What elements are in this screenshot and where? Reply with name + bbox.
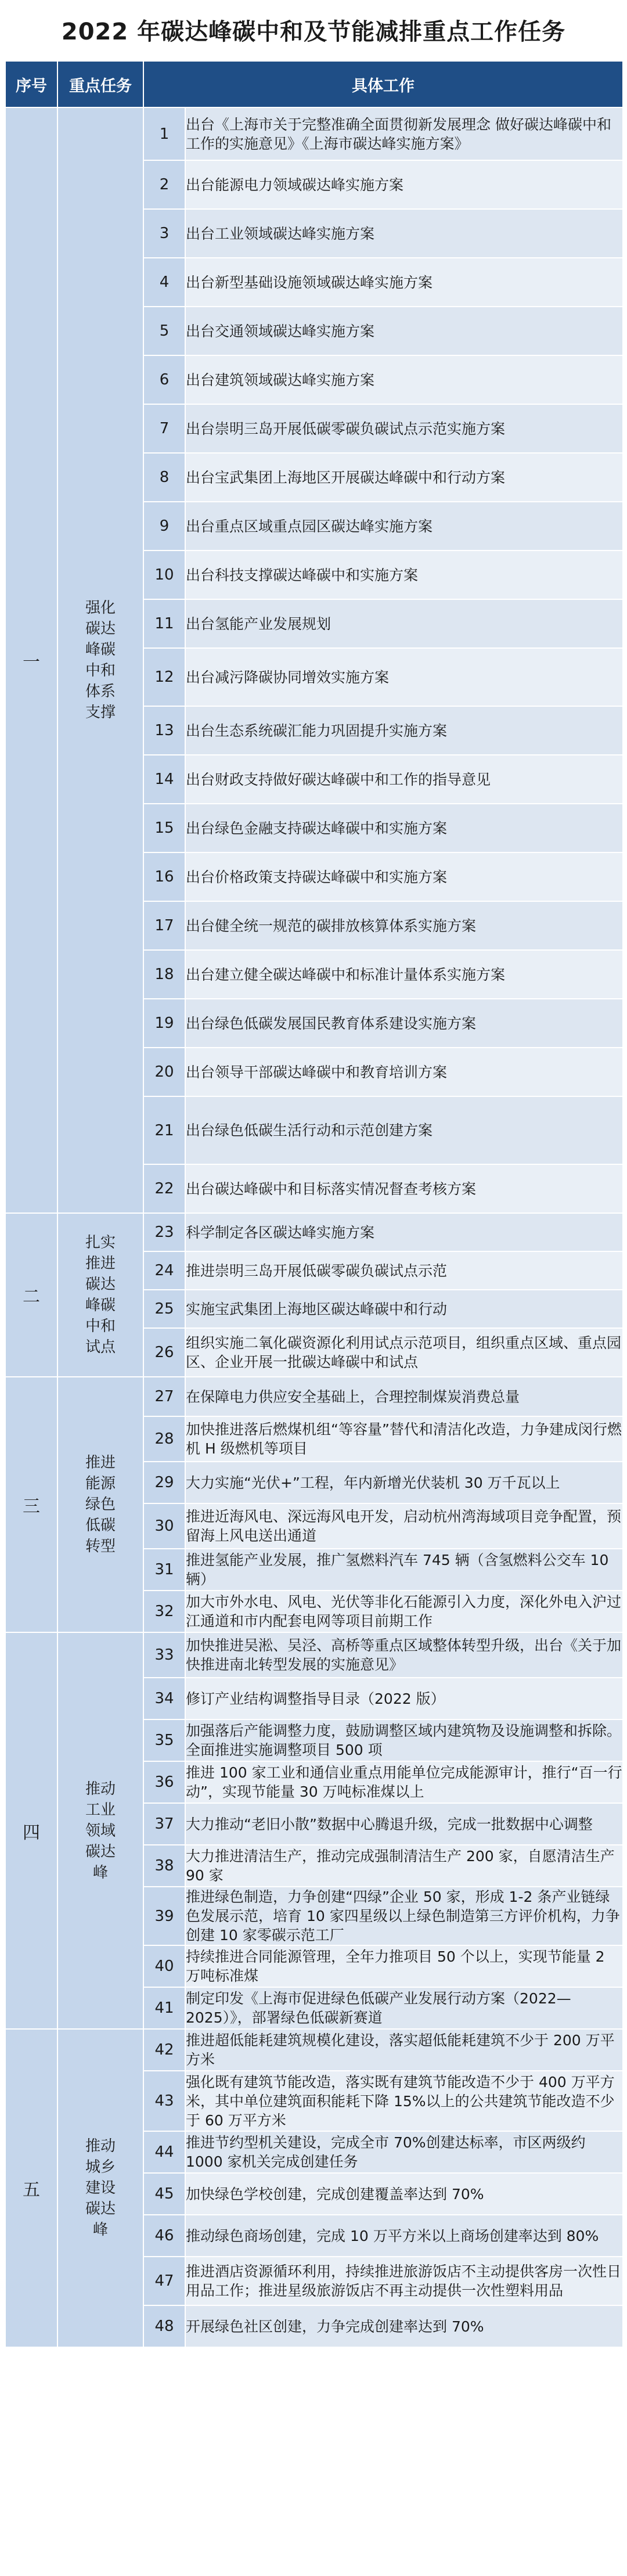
item-content: 推进节约型机关建设，完成全市 70%创建达标率，市区两级约 1000 家机关完成创建任务 (185, 2131, 623, 2173)
item-number: 8 (143, 453, 185, 502)
item-number: 28 (143, 1416, 185, 1462)
table-row (5, 107, 623, 160)
item-content: 推进氢能产业发展，推广氢燃料汽车 745 辆（含氢燃料公交车 10 辆） (185, 1549, 623, 1591)
group-task (57, 1632, 143, 2029)
item-number: 33 (143, 1632, 185, 1678)
item-content: 出台财政支持做好碳达峰碳中和工作的指导意见 (185, 755, 623, 804)
item-content: 出台生态系统碳汇能力巩固提升实施方案 (185, 706, 623, 755)
item-number: 30 (143, 1503, 185, 1549)
table-header-row (5, 61, 623, 107)
table-row (5, 1632, 623, 1678)
item-content: 大力推进清洁生产，推动完成强制清洁生产 200 家，自愿清洁生产 90 家 (185, 1845, 623, 1887)
table-row (5, 2029, 623, 2071)
item-number: 3 (143, 209, 185, 258)
item-number: 47 (143, 2257, 185, 2305)
group-seq: 四 (5, 1632, 57, 2029)
item-content: 出台科技支撑碳达峰碳中和实施方案 (185, 551, 623, 599)
item-number: 4 (143, 258, 185, 307)
item-number: 19 (143, 999, 185, 1048)
item-number: 10 (143, 551, 185, 599)
item-content: 出台重点区域重点园区碳达峰实施方案 (185, 502, 623, 551)
item-number: 25 (143, 1290, 185, 1328)
item-content: 推进近海风电、深远海风电开发，启动杭州湾海域项目竞争配置，预留海上风电送出通道 (185, 1503, 623, 1549)
item-number: 20 (143, 1048, 185, 1096)
work-table (5, 60, 624, 2348)
item-content: 大力推动“老旧小散”数据中心腾退升级，完成一批数据中心调整 (185, 1803, 623, 1845)
page-title: 2022 年碳达峰碳中和及节能减排重点工作任务 (61, 19, 566, 45)
header-task: 重点任务 (57, 61, 143, 107)
item-content: 加快推进吴淞、吴泾、高桥等重点区域整体转型升级，出台《关于加快推进南北转型发展的实施意见》 (185, 1632, 623, 1678)
item-number: 35 (143, 1719, 185, 1761)
item-number: 44 (143, 2131, 185, 2173)
item-content: 出台建立健全碳达峰碳中和标准计量体系实施方案 (185, 950, 623, 999)
item-content: 出台建筑领域碳达峰实施方案 (185, 355, 623, 404)
group-seq: 五 (5, 2029, 57, 2347)
item-content: 加快推进落后燃煤机组“等容量”替代和清洁化改造，力争建成闵行燃机 H 级燃机等项目 (185, 1416, 623, 1462)
item-number: 12 (143, 648, 185, 706)
item-content: 出台氢能产业发展规划 (185, 599, 623, 648)
item-number: 11 (143, 599, 185, 648)
item-number: 34 (143, 1678, 185, 1719)
item-number: 13 (143, 706, 185, 755)
item-number: 43 (143, 2071, 185, 2131)
item-content: 出台健全统一规范的碳排放核算体系实施方案 (185, 901, 623, 950)
group-seq: 一 (5, 107, 57, 1213)
item-content: 出台新型基础设施领域碳达峰实施方案 (185, 258, 623, 307)
item-number: 32 (143, 1591, 185, 1632)
item-content: 推动绿色商场创建，完成 10 万平方米以上商场创建率达到 80% (185, 2215, 623, 2257)
item-number: 16 (143, 852, 185, 901)
item-content: 推进绿色制造，力争创建“四绿”企业 50 家，形成 1-2 条产业链绿色发展示范，培育 10 家四星级以上绿色制造第三方评价机构，力争创建 10 家零碳示范工厂 (185, 1887, 623, 1945)
item-content: 出台减污降碳协同增效实施方案 (185, 648, 623, 706)
item-number: 45 (143, 2173, 185, 2215)
item-content: 持续推进合同能源管理，全年力推项目 50 个以上，实现节能量 2 万吨标准煤 (185, 1945, 623, 1987)
group-task-label: 推动城乡建设碳达峰 (85, 2138, 116, 2239)
item-content: 科学制定各区碳达峰实施方案 (185, 1213, 623, 1251)
group-task-label: 推进能源绿色低碳转型 (85, 1454, 116, 1555)
group-seq: 二 (5, 1213, 57, 1377)
item-content: 大力实施“光伏+”工程，年内新增光伏装机 30 万千瓦以上 (185, 1462, 623, 1503)
item-content: 推进崇明三岛开展低碳零碳负碳试点示范 (185, 1251, 623, 1290)
item-number: 40 (143, 1945, 185, 1987)
item-content: 开展绿色社区创建，力争完成创建率达到 70% (185, 2305, 623, 2347)
group-task (57, 1213, 143, 1377)
item-number: 2 (143, 160, 185, 209)
header-content: 具体工作 (143, 61, 623, 107)
item-number: 17 (143, 901, 185, 950)
item-number: 5 (143, 307, 185, 355)
item-number: 41 (143, 1987, 185, 2029)
item-number: 24 (143, 1251, 185, 1290)
item-content: 出台《上海市关于完整准确全面贯彻新发展理念 做好碳达峰碳中和工作的实施意见》《上海市碳达峰实施方案》 (185, 107, 623, 160)
item-content: 加强落后产能调整力度，鼓励调整区域内建筑物及设施调整和拆除。全面推进实施调整项目 500 项 (185, 1719, 623, 1761)
item-number: 27 (143, 1377, 185, 1416)
item-number: 42 (143, 2029, 185, 2071)
item-number: 9 (143, 502, 185, 551)
item-content: 出台宝武集团上海地区开展碳达峰碳中和行动方案 (185, 453, 623, 502)
group-task-label: 推动工业领域碳达峰 (85, 1780, 116, 1881)
item-number: 46 (143, 2215, 185, 2257)
group-task-label: 扎实推进碳达峰碳中和试点 (85, 1234, 116, 1356)
item-content: 推进酒店资源循环利用，持续推进旅游饭店不主动提供客房一次性日用品工作；推进星级旅游饭店不再主动提供一次性塑料用品 (185, 2257, 623, 2305)
item-number: 14 (143, 755, 185, 804)
group-task-label: 强化碳达峰碳中和体系支撑 (85, 599, 116, 721)
item-number: 15 (143, 804, 185, 852)
item-number: 36 (143, 1761, 185, 1803)
item-content: 出台绿色金融支持碳达峰碳中和实施方案 (185, 804, 623, 852)
item-number: 26 (143, 1328, 185, 1377)
item-content: 出台碳达峰碳中和目标落实情况督查考核方案 (185, 1164, 623, 1213)
group-task (57, 107, 143, 1213)
item-content: 加大市外水电、风电、光伏等非化石能源引入力度，深化外电入沪过江通道和市内配套电网等项目前期工作 (185, 1591, 623, 1632)
item-content: 出台工业领域碳达峰实施方案 (185, 209, 623, 258)
item-content: 加快绿色学校创建，完成创建覆盖率达到 70% (185, 2173, 623, 2215)
item-content: 出台价格政策支持碳达峰碳中和实施方案 (185, 852, 623, 901)
table-row (5, 1377, 623, 1416)
item-content: 制定印发《上海市促进绿色低碳产业发展行动方案（2022—2025）》，部署绿色低碳新赛道 (185, 1987, 623, 2029)
group-seq: 三 (5, 1377, 57, 1632)
item-number: 1 (143, 107, 185, 160)
item-content: 出台绿色低碳生活行动和示范创建方案 (185, 1096, 623, 1164)
item-number: 22 (143, 1164, 185, 1213)
item-number: 48 (143, 2305, 185, 2347)
item-number: 37 (143, 1803, 185, 1845)
header-seq: 序号 (5, 61, 57, 107)
item-number: 6 (143, 355, 185, 404)
item-number: 29 (143, 1462, 185, 1503)
item-number: 31 (143, 1549, 185, 1591)
item-number: 23 (143, 1213, 185, 1251)
item-number: 38 (143, 1845, 185, 1887)
item-content: 组织实施二氧化碳资源化利用试点示范项目，组织重点区域、重点园区、企业开展一批碳达峰碳中和试点 (185, 1328, 623, 1377)
item-number: 21 (143, 1096, 185, 1164)
item-content: 出台能源电力领域碳达峰实施方案 (185, 160, 623, 209)
item-content: 实施宝武集团上海地区碳达峰碳中和行动 (185, 1290, 623, 1328)
item-number: 7 (143, 404, 185, 453)
item-content: 修订产业结构调整指导目录（2022 版） (185, 1678, 623, 1719)
item-content: 出台崇明三岛开展低碳零碳负碳试点示范实施方案 (185, 404, 623, 453)
item-content: 出台绿色低碳发展国民教育体系建设实施方案 (185, 999, 623, 1048)
table-row (5, 1213, 623, 1251)
item-number: 39 (143, 1887, 185, 1945)
item-content: 推进 100 家工业和通信业重点用能单位完成能源审计，推行“百一行动”，实现节能量 30 万吨标准煤以上 (185, 1761, 623, 1803)
item-content: 出台领导干部碳达峰碳中和教育培训方案 (185, 1048, 623, 1096)
item-content: 推进超低能耗建筑规模化建设，落实超低能耗建筑不少于 200 万平方米 (185, 2029, 623, 2071)
item-content: 在保障电力供应安全基础上，合理控制煤炭消费总量 (185, 1377, 623, 1416)
group-task (57, 1377, 143, 1632)
item-content: 强化既有建筑节能改造，落实既有建筑节能改造不少于 400 万平方米，其中单位建筑面积能耗下降 15%以上的公共建筑节能改造不少于 60 万平方米 (185, 2071, 623, 2131)
group-task (57, 2029, 143, 2347)
item-content: 出台交通领域碳达峰实施方案 (185, 307, 623, 355)
item-number: 18 (143, 950, 185, 999)
